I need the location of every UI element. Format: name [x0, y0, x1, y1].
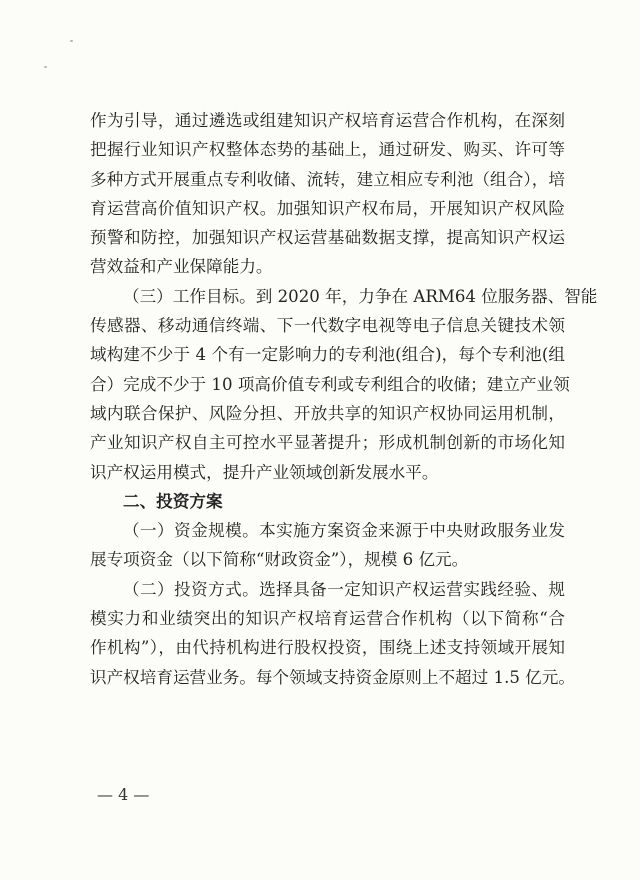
document-body — [90, 106, 598, 692]
paragraph-3 — [90, 516, 565, 575]
text-line: 域内联合保护、风险分担、开放共享的知识产权协同运用机制， — [90, 403, 565, 423]
paragraph-4 — [90, 575, 575, 692]
text-line: 预警和防控，加强知识产权运营基础数据支撑，提高知识产权运 — [90, 228, 565, 248]
text-line: 作机构”），由代持机构进行股权投资，围绕上述支持领域开展知 — [90, 638, 565, 658]
text-line: 识产权运用模式，提升产业领域创新发展水平。 — [90, 462, 439, 482]
text-line: 把握行业知识产权整体态势的基础上，通过研发、购买、许可等 — [90, 140, 565, 160]
text-line: 识产权培育运营业务。每个领域支持资金原则上不超过 1.5 亿元。 — [90, 667, 575, 687]
paragraph-2 — [90, 282, 598, 487]
text-line: 育运营高价值知识产权。加强知识产权布局，开展知识产权风险 — [90, 198, 565, 218]
section-heading — [90, 487, 565, 516]
text-line: 产业知识产权自主可控水平显著提升；形成机制创新的市场化知 — [90, 433, 565, 453]
text-line: 展专项资金（以下简称“财政资金”），规模 6 亿元。 — [90, 550, 469, 570]
text-line: 作为引导，通过遴选或组建知识产权培育运营合作机构，在深刻 — [90, 111, 565, 130]
text-line: 模实力和业绩突出的知识产权培育运营合作机构（以下简称“合 — [90, 609, 565, 629]
section-heading-text: 二、投资方案 — [123, 491, 223, 511]
text-line: （二）投资方式。选择具备一定知识产权运营实践经验、规 — [123, 579, 565, 599]
text-line: （三）工作目标。到 2020 年，力争在 ARM64 位服务器、智能 — [123, 286, 598, 306]
text-line: 多种方式开展重点专利收储、流转，建立相应专利池（组合），培 — [90, 169, 565, 189]
scan-speck — [44, 66, 47, 68]
text-line: 传感器、移动通信终端、下一代数字电视等电子信息关键技术领 — [90, 316, 565, 336]
text-line: （一）资金规模。本实施方案资金来源于中央财政服务业发 — [123, 521, 565, 541]
paragraph-1 — [90, 106, 565, 282]
scan-speck — [70, 40, 73, 42]
text-line: 域构建不少于 4 个有一定影响力的专利池(组合)，每个专利池(组 — [90, 345, 565, 365]
text-line: 营效益和产业保障能力。 — [90, 257, 273, 277]
page-number: — 4 — — [97, 785, 150, 804]
text-line: 合）完成不少于 10 项高价值专利或专利组合的收储；建立产业领 — [90, 374, 570, 394]
